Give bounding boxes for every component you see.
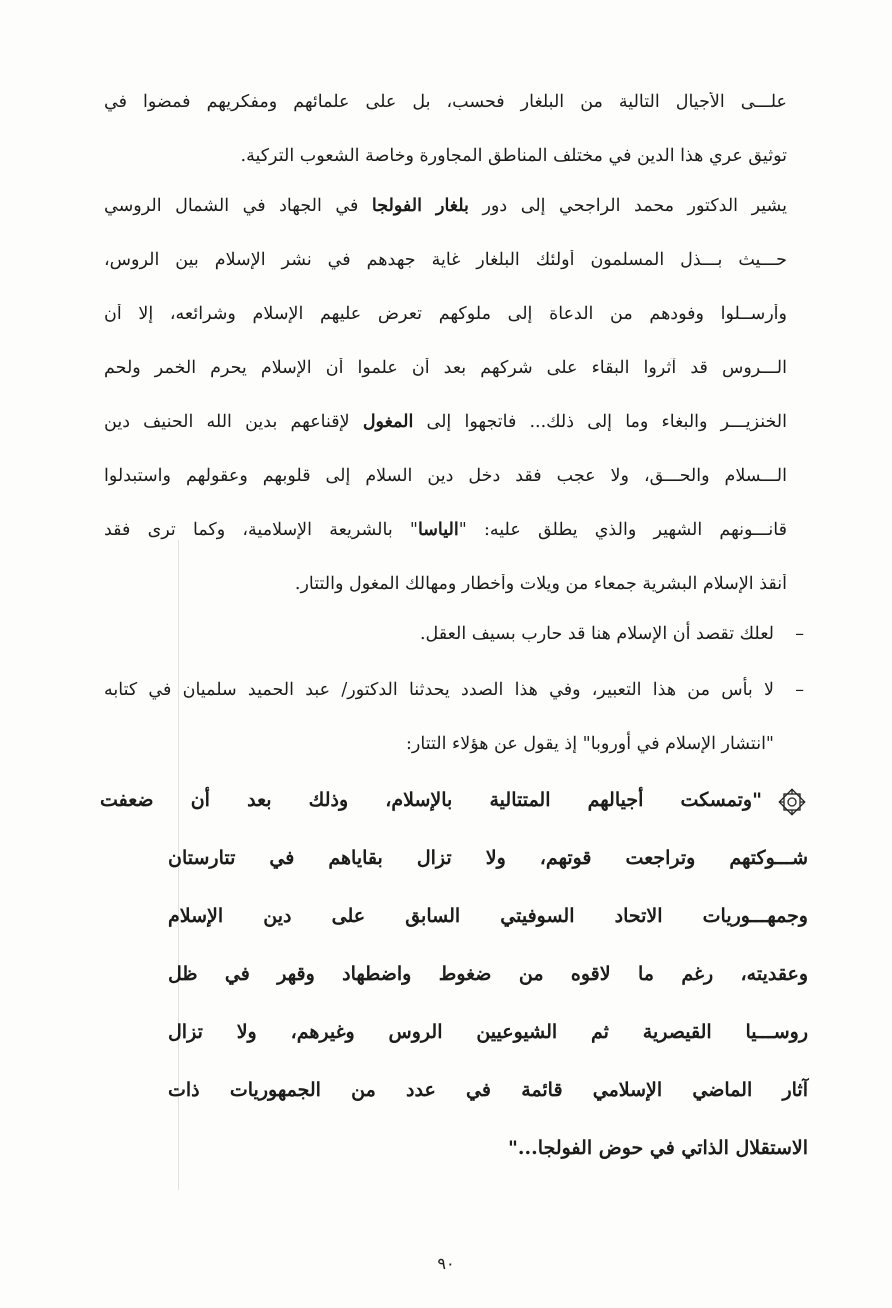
bold-term: بلغار الفولجا (371, 196, 469, 216)
paragraph-line (104, 196, 787, 216)
paragraph-line: وأرســلوا وفودهم من الدعاة إلى ملوكهم تعرض عليهم الإسلام وشرائعه، إلا أن (104, 304, 787, 324)
paragraph-line: توثيق عري هذا الدين في مختلف المناطق المجاورة وخاصة الشعوب التركية. (240, 146, 787, 166)
text-run: قانـــونهم الشهير والذي يطلق عليه: " (458, 520, 787, 540)
paragraph-line: الـــسلام والحـــق، ولا عجب فقد دخل دين السلام إلى قلوبهم وعقولهم واستبدلوا (104, 466, 787, 486)
quote-line: وجمهـــوريات الاتحاد السوفيتي السابق على دين الإسلام (168, 905, 808, 927)
bold-term: الياسا (417, 520, 459, 540)
quote-line: "وتمسكت أجيالهم المتتالية بالإسلام، وذلك بعد أن ضعفت (100, 789, 762, 811)
dash-mark: – (795, 624, 804, 644)
dialogue-line: لا بأس من هذا التعبير، وفي هذا الصدد يحدثنا الدكتور/ عبد الحميد سلميان في كتابه (104, 680, 774, 700)
dash-mark: – (795, 680, 804, 700)
paragraph-line: علـــى الأجيال التالية من البلغار فحسب، بل على علمائهم ومفكريهم فمضوا في (104, 92, 787, 112)
paragraph-2 (104, 196, 787, 628)
dialogue-line: "انتشار الإسلام في أوروبا" إذ يقول عن هؤلاء التتار: (406, 734, 774, 754)
text-run: في الجهاد في الشمال الروسي (104, 196, 372, 216)
dialogue-item (104, 624, 804, 644)
page-number: ٩٠ (437, 1254, 455, 1273)
paragraph-line (104, 520, 787, 540)
paragraph-line: الـــروس قد آثروا البقاء على شركهم بعد أن علموا أن الإسلام يحرم الخمر ولحم (104, 358, 787, 378)
paragraph-1 (104, 92, 787, 200)
text-run: " بالشريعة الإسلامية، وكما ترى فقد (104, 520, 418, 540)
block-quote (100, 789, 808, 1195)
paragraph-line: أنقذ الإسلام البشرية جمعاء من ويلات وأخطار ومهالك المغول والتتار. (294, 574, 787, 594)
text-run: الخنزيـــر والبغاء وما إلى ذلك... فاتجهوا إلى (413, 412, 787, 432)
text-run: يشير الدكتور محمد الراجحي إلى دور (468, 196, 787, 216)
quote-line: شـــوكتهم وتراجعت قوتهم، ولا تزال بقاياهم في تتارستان (168, 847, 808, 869)
quote-line: الاستقلال الذاتي في حوض الفولجا..." (508, 1137, 808, 1159)
paragraph-line (104, 412, 787, 432)
bold-term: المغول (362, 412, 414, 432)
dialogue-line: لعلك تقصد أن الإسلام هنا قد حارب بسيف العقل. (419, 624, 774, 644)
text-run: لإقناعهم بدين الله الحنيف دين (104, 412, 363, 432)
quote-line: روســـيا القيصرية ثم الشيوعيين الروس وغيرهم، ولا تزال (168, 1021, 808, 1043)
quote-line: آثار الماضي الإسلامي قائمة في عدد من الجمهوريات ذات (168, 1079, 808, 1101)
dialogue-item (104, 680, 804, 754)
paragraph-line: حـــيث بـــذل المسلمون أولئك البلغار غاية جهدهم في نشر الإسلام بين الروس، (104, 250, 787, 270)
quote-line: وعقديته، رغم ما لاقوه من ضغوط واضطهاد وقهر في ظل (168, 963, 808, 985)
